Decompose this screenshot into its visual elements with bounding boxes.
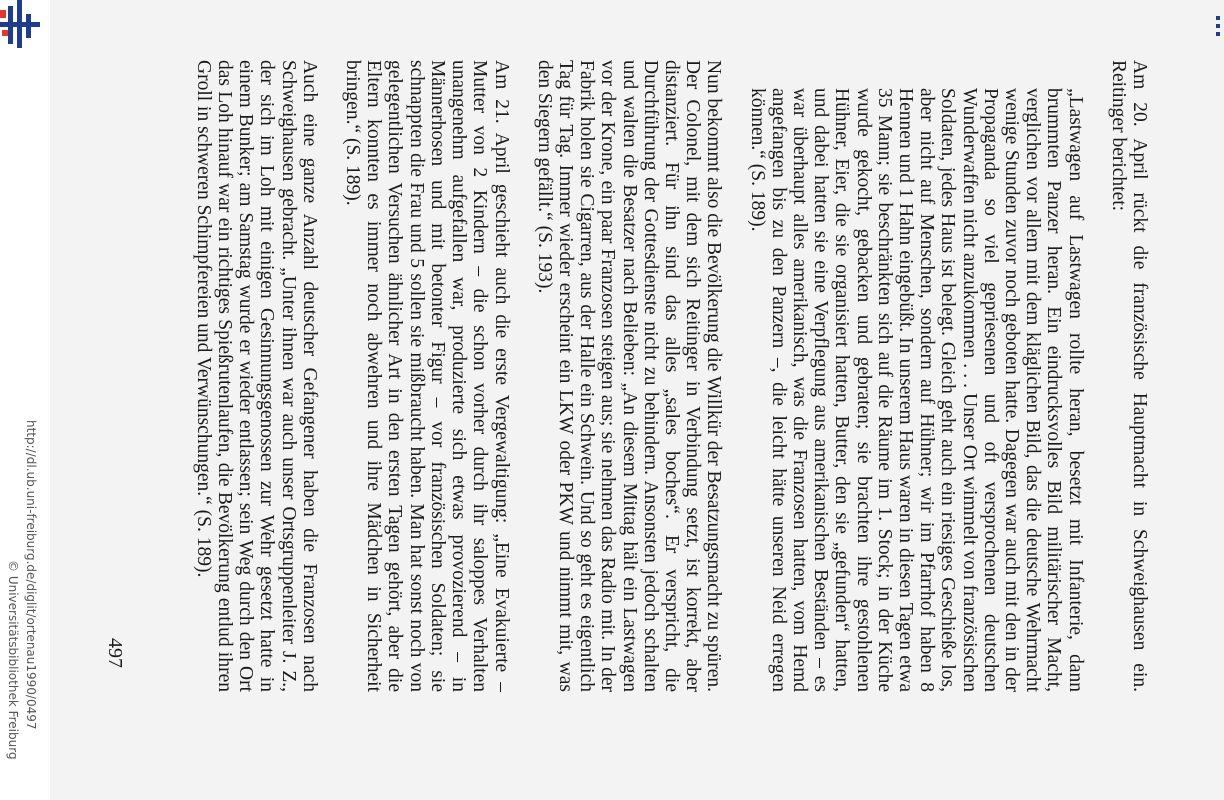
paragraph-5: Auch eine ganze Anzahl deutscher Gefangener haben die Franzosen nach Schweighausen gebracht. „Unter ihnen war auch unser Ortsgruppenleiter J. Z., der sich im Loh mit einigen Gesinnungsgenossen zur Wehr gesetzt hatte in einem Bunker; am Samstag wurde er wieder entlassen; sein Weg durch den Ort das Loh hinauf war ein richtiges Spießrutenlaufen, die Bevölkerung entlud ihren Groll in schweren Schimpfereien und Verwünschungen.“ (S. 189). [192,60,320,692]
page-number: 497 [104,638,126,668]
page-corner-mark-icon [1216,16,1220,38]
paragraph-3: Nun bekommt also die Bevölkerung die Willkür der Besatzungsmacht zu spüren. Der Colonel, mit dem sich Reitinger in Verbindung setzt, ist korrekt, aber distanziert. Für ihn sind das alles „sales boches“. Er verspricht, die Durchführung der Gottesdienste nicht zu behindern. Ansonsten jedoch schalten und walten die Besatzer nach Belieben: „An diesem Mittag hält ein Lastwagen vor der Krone, ein paar Franzosen steigen aus; sie nehmen das Radio mit. In der Fabrik holen sie Cigarren, aus der Halle ein Schwein. Und so geht es eigentlich Tag für Tag. Immer wieder erscheint ein LKW oder PKW und nimmt mit, was den Siegern gefällt.“ (S. 193). [533,60,725,692]
paragraph-2: „Lastwagen auf Lastwagen rollte heran, besetzt mit Infanterie, dann brummten Panzer heran. Ein eindrucksvolles Bild militärischer Macht, verglichen vor allem mit dem kläglichen Bild, das die deutsche Wehrmacht wenige Stunden zuvor noch geboten hatte. Dagegen war auch mit den in der Propaganda so viel gepriesenen und oft versprochenen deutschen Wunderwaffen nicht anzukommen . . . Unser Ort wimmelt von französischen Soldaten, jedes Haus ist belegt. Gleich geht auch ein riesiges Geschieße los, aber nicht auf Menschen, sondern auf Hühner; wir im Pfarrhof haben 8 Hennen und 1 Hahn eingebüßt. In unserem Haus waren in diesen Tagen etwa 35 Mann; sie beschränkten sich auf die Räume im 1. Stock; in der Küche wurde gekocht, gebacken und gebraten; sie brachten ihre gestohlenen Hühner, Eier, die sie organisiert hatten, Butter, den sie „gefunden“ hatten, und dabei hatten sie eine Verpflegung aus amerikanischen Beständen – es war überhaupt alles amerikanisch, was die Franzosen hatten, vom Hemd angefangen bis zu den Panzern –, die leicht hätte unseren Neid erregen können.“ (S. 189). [746,88,1086,692]
ub-freiburg-logo-icon [0,0,40,48]
rotated-page-content [104,60,1150,692]
viewer-left-margin [0,0,50,800]
paragraph-4: Am 21. April geschieht auch die erste Vergewaltigung: „Eine Evakuierte – Mutter von 2 Kindern – die schon vorher durch ihr saloppes Verhalten unangenehm aufgefallen war, produzierte sich etwas provozierend – in Männerhosen und mit betonter Figur – vor französischen Soldaten; sie schnappten die Frau und 5 sollen sie mißbraucht haben. Man hat sonst noch von gelegentlichen Versuchen ähnlicher Art in den ersten Tagen gehört, aber die Eltern konnten es immer noch abwehren und ihre Mädchen in Sicherheit bringen.“ (S. 189). [342,60,512,692]
document-url[interactable]: http://dl.ub.uni-freiburg.de/diglit/ortenau1990/0497 [24,420,38,730]
paragraph-1: Am 20. April rückt die französische Hauptmacht in Schweighausen ein. Reitinger berichtet: [1107,60,1150,692]
copyright-notice: © Universitätsbibliothek Freiburg [6,560,20,760]
